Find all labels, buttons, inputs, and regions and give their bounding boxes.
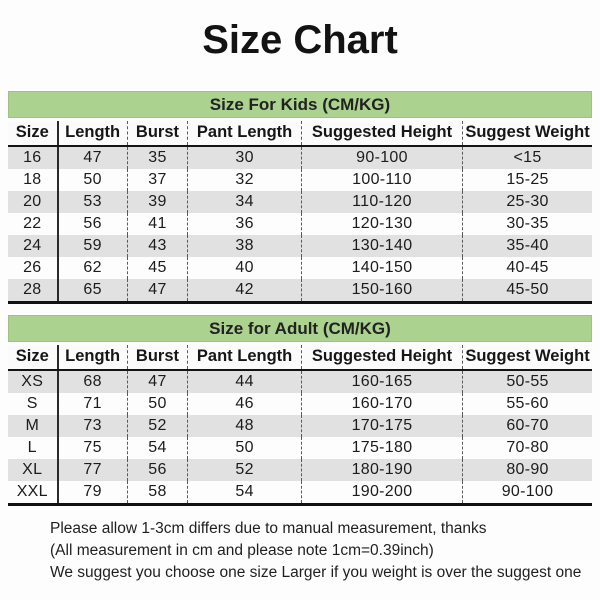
size-cell: 77 — [58, 459, 128, 481]
size-cell: XXL — [16, 483, 48, 500]
size-cell: S — [26, 395, 38, 412]
size-row — [8, 393, 592, 415]
size-cell: 56 — [127, 459, 188, 481]
size-cell: L — [27, 439, 37, 456]
kids-size-table — [8, 121, 592, 304]
size-cell: 30-35 — [463, 213, 592, 235]
column-header: Suggest Weight — [463, 345, 592, 370]
size-cell: 42 — [188, 279, 302, 303]
page-title: Size Chart — [202, 18, 398, 62]
column-header: Size — [8, 121, 58, 146]
size-cell: 71 — [58, 393, 128, 415]
size-cell: 36 — [188, 213, 302, 235]
size-row — [8, 481, 592, 505]
size-cell: 54 — [188, 481, 302, 505]
adult-size-table — [8, 345, 592, 506]
size-cell: 40 — [188, 257, 302, 279]
size-cell: 25-30 — [463, 191, 592, 213]
size-row — [8, 146, 592, 169]
size-cell: 45-50 — [463, 279, 592, 303]
size-cell: 26 — [23, 259, 42, 276]
size-row — [8, 279, 592, 303]
size-cell: 68 — [58, 370, 128, 393]
size-cell: 38 — [188, 235, 302, 257]
note-line: We suggest you choose one size Larger if you weight is over the suggest one — [50, 564, 582, 581]
size-cell: 40-45 — [463, 257, 592, 279]
size-row — [8, 191, 592, 213]
size-cell: 130-140 — [301, 235, 462, 257]
size-cell: 90-100 — [301, 146, 462, 169]
size-cell: 41 — [127, 213, 188, 235]
column-header: Pant Length — [188, 345, 302, 370]
size-cell: 79 — [58, 481, 128, 505]
size-cell: 75 — [58, 437, 128, 459]
size-cell: 47 — [127, 279, 188, 303]
size-cell: 70-80 — [463, 437, 592, 459]
size-row — [8, 169, 592, 191]
size-cell: 16 — [23, 149, 42, 166]
size-cell: 62 — [58, 257, 128, 279]
size-cell: 180-190 — [301, 459, 462, 481]
size-cell: 58 — [127, 481, 188, 505]
size-cell: 18 — [23, 171, 42, 188]
size-cell: 50 — [58, 169, 128, 191]
note-line: (All measurement in cm and please note 1cm=0.39inch) — [50, 542, 434, 559]
size-cell: 50 — [188, 437, 302, 459]
size-cell: 39 — [127, 191, 188, 213]
adult-size-section — [8, 315, 592, 506]
size-cell: 48 — [188, 415, 302, 437]
size-row — [8, 459, 592, 481]
size-row — [8, 213, 592, 235]
size-cell: 160-170 — [301, 393, 462, 415]
size-cell: 50-55 — [463, 370, 592, 393]
size-cell: 56 — [58, 213, 128, 235]
size-cell: XL — [22, 461, 43, 478]
column-header: Size — [8, 345, 58, 370]
size-cell: 120-130 — [301, 213, 462, 235]
size-cell: <15 — [463, 146, 592, 169]
kids-table-title: Size For Kids (CM/KG) — [8, 91, 592, 118]
size-cell: 190-200 — [301, 481, 462, 505]
column-header: Pant Length — [188, 121, 302, 146]
size-cell: 34 — [188, 191, 302, 213]
size-cell: 45 — [127, 257, 188, 279]
size-cell: 20 — [23, 193, 42, 210]
size-cell: XS — [21, 373, 44, 390]
size-cell: 47 — [58, 146, 128, 169]
column-header: Suggested Height — [301, 121, 462, 146]
column-header: Suggested Height — [301, 345, 462, 370]
size-cell: 55-60 — [463, 393, 592, 415]
size-row — [8, 257, 592, 279]
size-cell: 47 — [127, 370, 188, 393]
size-cell: 150-160 — [301, 279, 462, 303]
size-cell: 24 — [23, 237, 42, 254]
column-header: Suggest Weight — [463, 121, 592, 146]
size-cell: 53 — [58, 191, 128, 213]
size-cell: 32 — [188, 169, 302, 191]
size-cell: 59 — [58, 235, 128, 257]
size-cell: 15-25 — [463, 169, 592, 191]
measurement-notes — [50, 518, 600, 584]
size-cell: 43 — [127, 235, 188, 257]
size-cell: 160-165 — [301, 370, 462, 393]
column-header: Length — [58, 121, 128, 146]
size-cell: 35 — [127, 146, 188, 169]
size-cell: 46 — [188, 393, 302, 415]
header-row — [8, 345, 592, 370]
size-cell: 52 — [188, 459, 302, 481]
size-cell: 65 — [58, 279, 128, 303]
column-header: Burst — [127, 121, 188, 146]
column-header: Burst — [127, 345, 188, 370]
size-row — [8, 235, 592, 257]
size-cell: 140-150 — [301, 257, 462, 279]
note-line: Please allow 1-3cm differs due to manual measurement, thanks — [50, 520, 487, 537]
size-cell: M — [25, 417, 40, 434]
size-cell: 30 — [188, 146, 302, 169]
size-row — [8, 370, 592, 393]
size-cell: 110-120 — [301, 191, 462, 213]
size-cell: 37 — [127, 169, 188, 191]
size-cell: 44 — [188, 370, 302, 393]
size-cell: 90-100 — [463, 481, 592, 505]
size-cell: 50 — [127, 393, 188, 415]
adult-table-title: Size for Adult (CM/KG) — [8, 315, 592, 342]
size-cell: 52 — [127, 415, 188, 437]
kids-size-section — [8, 91, 592, 304]
size-cell: 80-90 — [463, 459, 592, 481]
size-cell: 100-110 — [301, 169, 462, 191]
size-cell: 28 — [23, 281, 42, 298]
header-row — [8, 121, 592, 146]
size-cell: 60-70 — [463, 415, 592, 437]
size-cell: 73 — [58, 415, 128, 437]
size-cell: 175-180 — [301, 437, 462, 459]
size-cell: 22 — [23, 215, 42, 232]
size-row — [8, 437, 592, 459]
column-header: Length — [58, 345, 128, 370]
size-cell: 54 — [127, 437, 188, 459]
size-cell: 35-40 — [463, 235, 592, 257]
size-cell: 170-175 — [301, 415, 462, 437]
size-row — [8, 415, 592, 437]
